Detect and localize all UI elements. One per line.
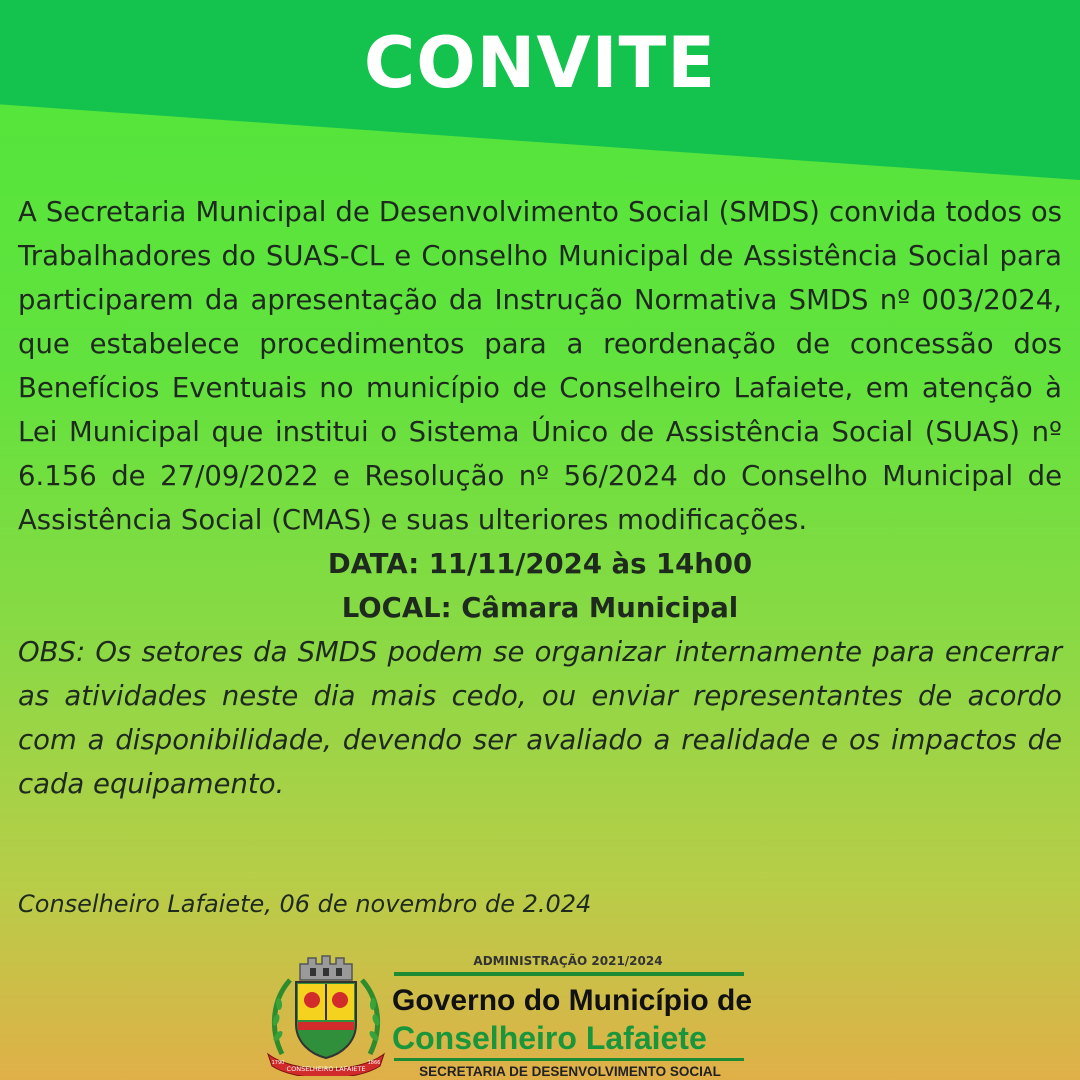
footer-divider-bottom — [394, 1058, 744, 1061]
invitation-body — [18, 190, 1062, 806]
government-label: Governo do Município de — [392, 984, 752, 1017]
department-label: SECRETARIA DE DESENVOLVIMENTO SOCIAL — [419, 1064, 721, 1079]
signoff-date: Conselheiro Lafaiete, 06 de novembro de 2.024 — [18, 890, 592, 918]
footer-divider-top — [394, 972, 744, 976]
crest-ribbon-text: CONSELHEIRO LAFAIETE — [286, 1065, 366, 1073]
page-title: CONVITE — [363, 22, 717, 104]
event-location: LOCAL: Câmara Municipal — [341, 592, 739, 624]
invitation-paragraph: A Secretaria Municipal de Desenvolvimento Social (SMDS) convida todos os Trabalhadores do SUAS-CL e Conselho Municipal de Assistência Social para participarem da apresentação da Instrução Normativa SMDS nº 003/2024, que estabelece procedimentos para a reordenação de concessão dos Benefícios Eventuais no município de Conselheiro Lafaiete, em atenção à Lei Municipal que institui o Sistema Único de Assistência Social (SUAS) nº 6.156 de 27/09/2022 e Resolução nº 56/2024 do Conselho Municipal de Assistência Social (CMAS) e suas ulteriores modificações. — [18, 196, 1062, 536]
crest-year-left: 1790 — [271, 1060, 285, 1066]
event-date: DATA: 11/11/2024 às 14h00 — [327, 548, 753, 580]
city-name: Conselheiro Lafaiete — [392, 1020, 707, 1056]
crest-year-right: 1866 — [367, 1060, 381, 1066]
municipal-footer — [264, 950, 754, 1080]
administration-label: ADMINISTRAÇÃO 2021/2024 — [473, 954, 663, 968]
municipal-crest-icon — [264, 950, 388, 1076]
observation-note: OBS: Os setores da SMDS podem se organizar internamente para encerrar as atividades neste dia mais cedo, ou enviar representantes de acordo com a disponibilidade, devendo ser avaliado a realidade e os impactos de cada equipamento. — [18, 636, 1062, 800]
